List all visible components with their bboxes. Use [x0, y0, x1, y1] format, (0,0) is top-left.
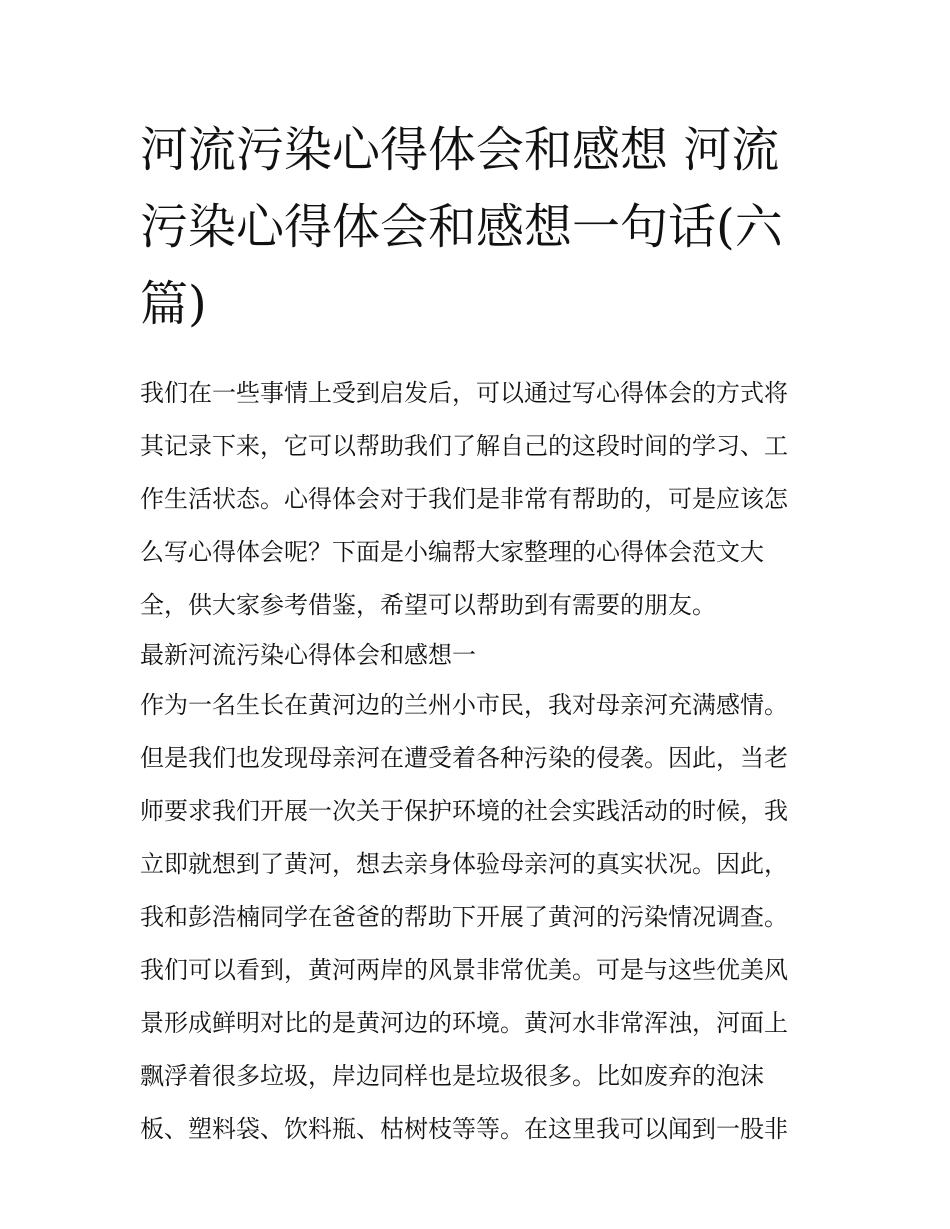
text-line: 其记录下来，它可以帮助我们了解自己的这段时间的学习、工 — [140, 432, 788, 460]
text-line: 但是我们也发现母亲河在遭受着各种污染的侵袭。因此，当老 — [140, 744, 788, 772]
section-paragraph — [140, 679, 812, 1156]
text-line: 师要求我们开展一次关于保护环境的社会实践活动的时候，我 — [140, 797, 788, 825]
section-heading: 最新河流污染心得体会和感想一 — [140, 641, 476, 669]
title-line: 篇) — [140, 276, 207, 332]
text-line: 作为一名生长在黄河边的兰州小市民，我对母亲河充满感情。 — [140, 691, 788, 719]
text-line: 么写心得体会呢？下面是小编帮大家整理的心得体会范文大 — [140, 538, 764, 566]
text-line: 全，供大家参考借鉴，希望可以帮助到有需要的朋友。 — [140, 591, 716, 619]
title-line: 河流污染心得体会和感想 河流 — [140, 122, 780, 178]
document-page — [140, 112, 812, 1156]
title-line: 污染心得体会和感想一句话(六 — [140, 199, 783, 255]
text-line: 我和彭浩楠同学在爸爸的帮助下开展了黄河的污染情况调查。 — [140, 903, 788, 931]
document-body — [140, 367, 812, 1156]
document-title — [140, 112, 812, 343]
text-line: 我们在一些事情上受到启发后，可以通过写心得体会的方式将 — [140, 379, 788, 407]
text-line: 飘浮着很多垃圾，岸边同样也是垃圾很多。比如废弃的泡沫 — [140, 1062, 764, 1090]
text-line: 景形成鲜明对比的是黄河边的环境。黄河水非常浑浊，河面上 — [140, 1009, 788, 1037]
intro-paragraph — [140, 367, 812, 632]
text-line: 作生活状态。心得体会对于我们是非常有帮助的，可是应该怎 — [140, 485, 788, 513]
text-line: 我们可以看到，黄河两岸的风景非常优美。可是与这些优美风 — [140, 956, 788, 984]
text-line: 板、塑料袋、饮料瓶、枯树枝等等。在这里我可以闻到一股非 — [140, 1115, 788, 1143]
text-line: 立即就想到了黄河，想去亲身体验母亲河的真实状况。因此， — [140, 850, 788, 878]
